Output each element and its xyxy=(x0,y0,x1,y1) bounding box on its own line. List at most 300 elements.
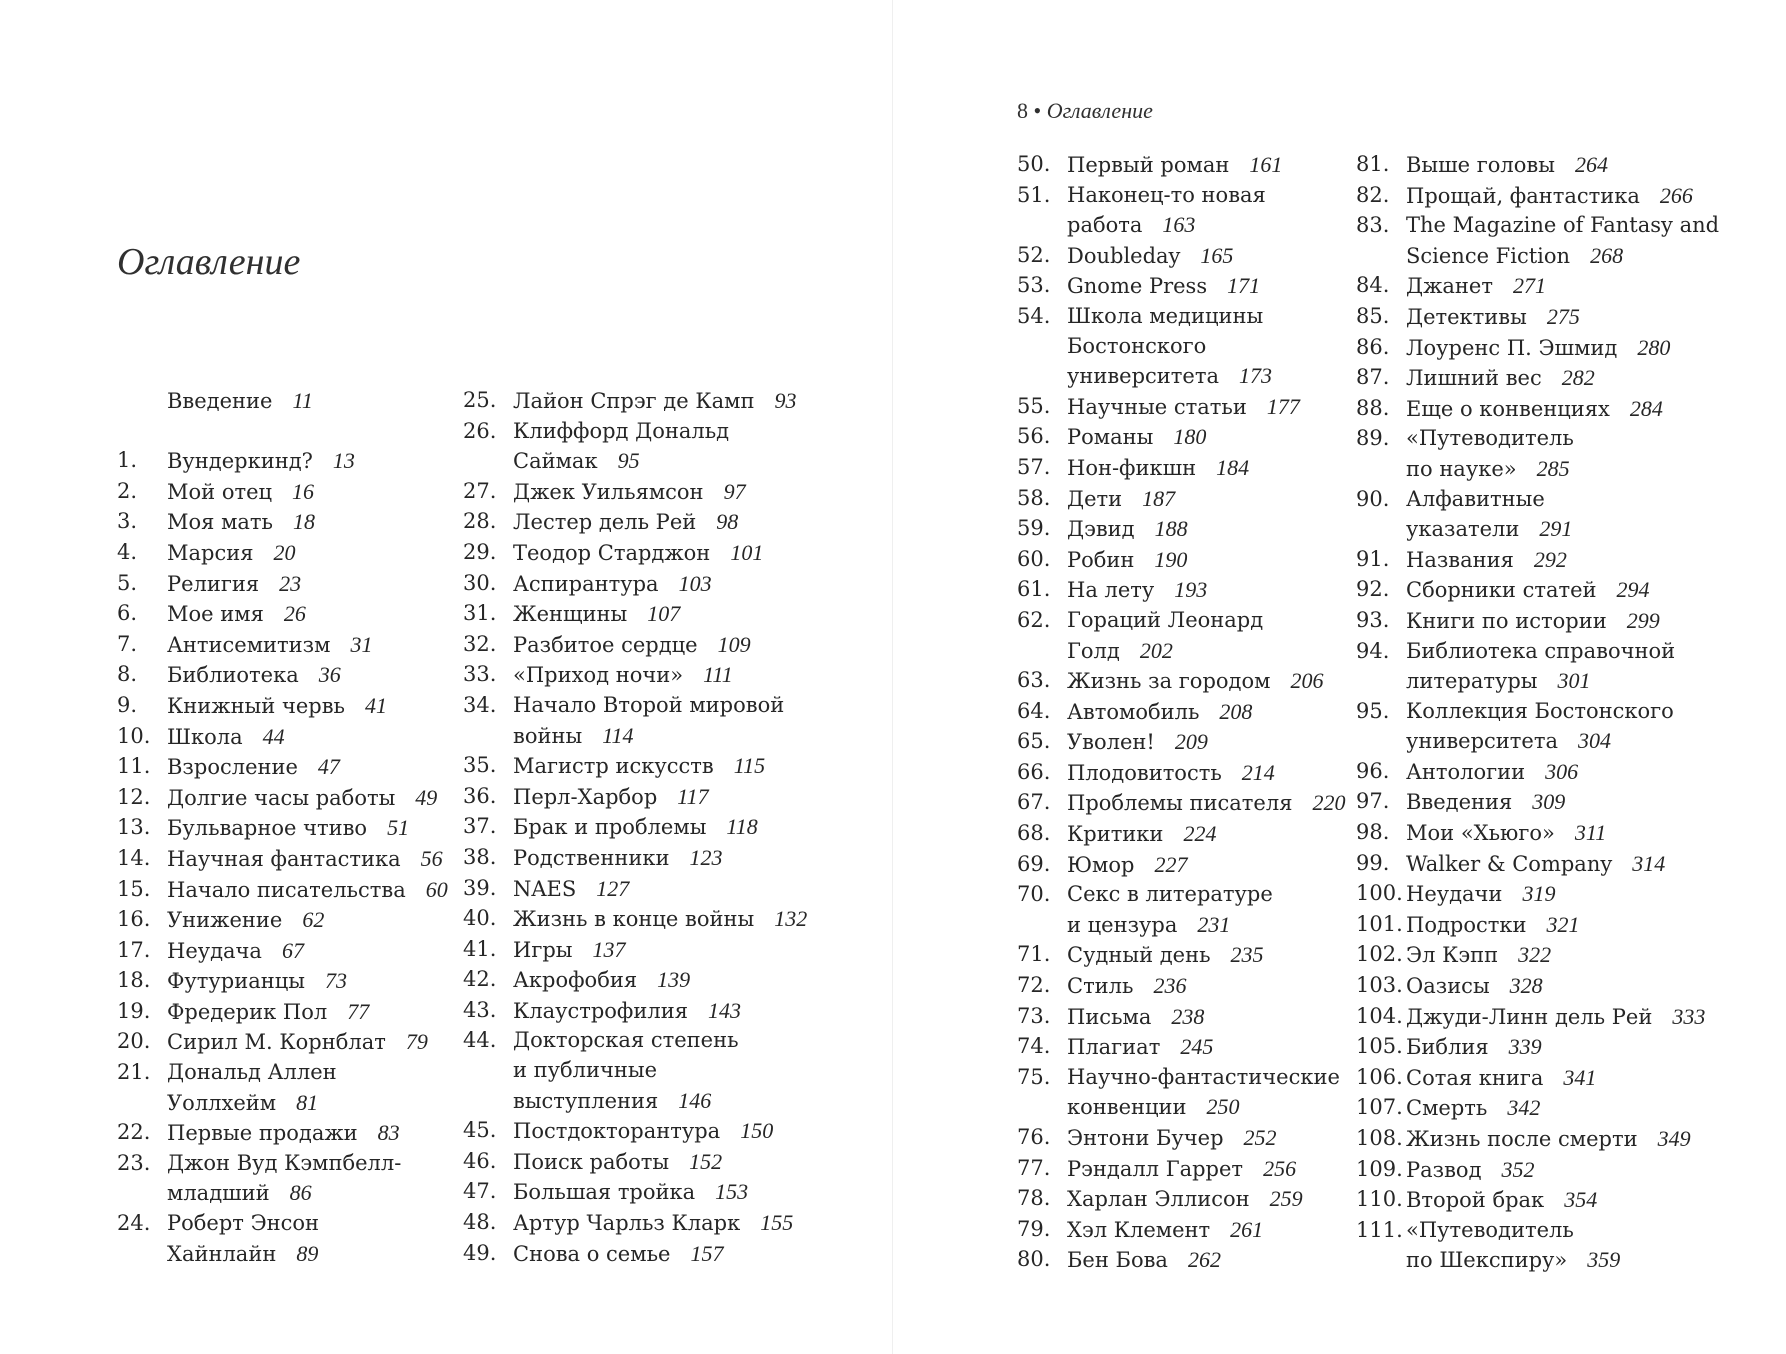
toc-entry[interactable] xyxy=(1017,880,1345,940)
toc-entry[interactable] xyxy=(1356,1063,1719,1094)
toc-entry[interactable] xyxy=(1017,727,1345,758)
toc-entry-page: 114 xyxy=(602,722,634,748)
toc-entry[interactable] xyxy=(1356,211,1719,271)
toc-entry-title xyxy=(1067,514,1188,545)
toc-entry-title xyxy=(167,1118,400,1149)
toc-entry-number: 108. xyxy=(1356,1126,1403,1150)
toc-entry[interactable] xyxy=(1017,453,1345,484)
toc-entry-number: 35. xyxy=(463,753,497,778)
toc-entry-title-line: Хайнлайн xyxy=(167,1241,277,1266)
toc-entry[interactable] xyxy=(463,599,807,630)
toc-entry-page: 250 xyxy=(1206,1094,1240,1120)
toc-entry-title-line: Игры xyxy=(513,937,573,962)
toc-entry[interactable] xyxy=(463,935,807,966)
toc-entry-number: 30. xyxy=(463,570,497,595)
toc-entry-title-line: Начало Второй мировой xyxy=(513,692,785,717)
toc-entry[interactable] xyxy=(1017,1063,1345,1123)
toc-entry[interactable] xyxy=(463,1147,807,1178)
toc-entry-page: 49 xyxy=(415,784,438,810)
toc-entry[interactable] xyxy=(117,1209,448,1269)
toc-entry[interactable] xyxy=(463,1116,807,1147)
toc-entry-title-line: Большая тройка xyxy=(513,1180,696,1205)
toc-entry-title-line: Мой отец xyxy=(167,479,273,504)
toc-entry-page: 41 xyxy=(364,692,387,718)
toc-entry-page: 209 xyxy=(1174,729,1208,755)
toc-entry-title-line: Введение xyxy=(167,389,273,413)
toc-entry-title-line: конвенции xyxy=(1067,1095,1187,1120)
toc-entry[interactable] xyxy=(117,1149,448,1209)
toc-entry-number: 85. xyxy=(1356,303,1390,328)
toc-entry[interactable] xyxy=(1017,271,1345,302)
toc-entry-title xyxy=(1406,150,1608,181)
toc-entry[interactable] xyxy=(117,1027,448,1058)
toc-entry[interactable] xyxy=(1017,575,1345,606)
toc-entry-title-line: Аспирантура xyxy=(513,571,659,596)
toc-entry-page: 238 xyxy=(1171,1003,1205,1029)
toc-entry-number: 110. xyxy=(1356,1187,1403,1212)
toc-entry-title-line: Начало писательства xyxy=(167,877,406,902)
toc-entry-page: 132 xyxy=(774,906,808,932)
toc-entry-title-line: Библиотека справочной xyxy=(1406,638,1676,663)
toc-entry-page: 77 xyxy=(347,998,370,1024)
toc-entry-page: 187 xyxy=(1142,485,1176,511)
toc-entry-title-line: Научно-фантастические xyxy=(1067,1064,1340,1089)
toc-entry-title xyxy=(1406,545,1567,576)
toc-entry-title xyxy=(1406,1002,1705,1033)
toc-entry[interactable] xyxy=(117,1058,448,1118)
toc-entry[interactable] xyxy=(1017,940,1345,971)
toc-entry-title xyxy=(1406,363,1595,394)
toc-entry-number: 56. xyxy=(1017,424,1051,449)
toc-entry[interactable] xyxy=(1017,484,1345,515)
toc-entry[interactable] xyxy=(1356,424,1719,484)
toc-entry-title-line: Стиль xyxy=(1067,974,1134,999)
toc-entry-title-line: по науке» xyxy=(1406,456,1517,481)
toc-entry-number: 72. xyxy=(1017,973,1051,998)
toc-entry[interactable] xyxy=(1356,363,1719,394)
toc-entry-number: 104. xyxy=(1356,1003,1403,1028)
toc-entry-page: 101 xyxy=(730,539,764,565)
toc-entry[interactable] xyxy=(1017,422,1345,453)
toc-entry-page: 328 xyxy=(1509,973,1543,999)
toc-entry-title-line: Лестер дель Рей xyxy=(513,510,697,535)
toc-entry-title xyxy=(167,966,347,997)
toc-entry-number: 26. xyxy=(463,418,497,443)
toc-entry[interactable] xyxy=(1017,302,1345,392)
toc-entry[interactable] xyxy=(1017,1123,1345,1154)
toc-entry[interactable] xyxy=(1017,819,1345,850)
toc-entry[interactable] xyxy=(1356,940,1719,971)
toc-entry-title xyxy=(1406,1063,1596,1094)
toc-entry[interactable] xyxy=(463,538,807,569)
toc-entry[interactable] xyxy=(463,874,807,905)
toc-entry[interactable] xyxy=(1017,1002,1345,1033)
toc-entry-page: 301 xyxy=(1557,668,1591,694)
toc-entry-number: 74. xyxy=(1017,1034,1051,1059)
toc-entry[interactable] xyxy=(463,751,807,782)
toc-entry-title xyxy=(1067,606,1263,666)
toc-entry-title-line: Книжный червь xyxy=(167,693,345,718)
toc-entry[interactable] xyxy=(117,844,448,875)
toc-entry-title xyxy=(1406,1032,1542,1063)
toc-entry-title-line: Первый роман xyxy=(1067,153,1230,177)
toc-entry[interactable] xyxy=(117,875,448,906)
toc-entry-number: 54. xyxy=(1017,303,1051,328)
toc-entry-title xyxy=(1067,545,1187,576)
toc-entry-page: 18 xyxy=(292,509,315,535)
toc-entry-number: 71. xyxy=(1017,942,1051,967)
toc-entry-title xyxy=(1406,637,1675,697)
toc-entry[interactable] xyxy=(1017,392,1345,423)
toc-entry[interactable] xyxy=(1017,971,1345,1002)
toc-entry-title xyxy=(1067,453,1249,484)
toc-entry-title xyxy=(1067,758,1275,789)
toc-entry[interactable] xyxy=(117,783,448,814)
toc-entry[interactable] xyxy=(1017,1245,1345,1276)
toc-entry-page: 264 xyxy=(1574,152,1608,177)
toc-entry[interactable] xyxy=(1356,849,1719,880)
toc-entry-number: 47. xyxy=(463,1179,497,1204)
toc-entry-title-line: Акрофобия xyxy=(513,968,638,993)
toc-entry-title-line: Лишний вес xyxy=(1406,366,1542,391)
toc-entry-title-line: Дональд Аллен xyxy=(167,1060,337,1085)
toc-entry-title-line: Энтони Бучер xyxy=(1067,1126,1224,1150)
page-title: Оглавление xyxy=(117,241,301,283)
toc-entry-title-line: Антологии xyxy=(1406,759,1526,784)
toc-entry[interactable] xyxy=(463,904,807,935)
toc-entry-page: 155 xyxy=(760,1210,794,1236)
toc-entry[interactable] xyxy=(117,446,448,477)
toc-entry-title xyxy=(513,751,765,782)
toc-entry-title-line: Школа медицины xyxy=(1067,303,1264,328)
toc-entry-title xyxy=(1067,819,1216,850)
toc-entry-title-line: Наконец-то новая xyxy=(1067,182,1266,207)
toc-entry[interactable] xyxy=(117,752,448,783)
toc-entry-number: 27. xyxy=(463,478,497,503)
toc-entry-number: 25. xyxy=(463,388,497,412)
toc-entry[interactable] xyxy=(463,507,807,538)
toc-entry-title xyxy=(513,1177,748,1208)
toc-entry-page: 202 xyxy=(1139,637,1173,663)
toc-entry[interactable] xyxy=(463,660,807,691)
toc-entry-number: 40. xyxy=(463,906,497,931)
toc-entry-title-line: Смерть xyxy=(1406,1096,1488,1121)
toc-entry[interactable] xyxy=(117,722,448,753)
toc-entry-number: 84. xyxy=(1356,273,1390,298)
toc-entry-number: 17. xyxy=(117,937,151,962)
toc-entry[interactable] xyxy=(463,1177,807,1208)
toc-entry-title xyxy=(1067,788,1345,819)
toc-entry[interactable] xyxy=(1356,910,1719,941)
toc-entry[interactable] xyxy=(117,691,448,722)
toc-entry-title-line: The Magazine of Fantasy and xyxy=(1406,213,1720,238)
toc-entry-number: 82. xyxy=(1356,182,1390,207)
toc-entry-number: 77. xyxy=(1017,1155,1051,1180)
toc-entry-title xyxy=(1067,727,1208,758)
toc-entry[interactable] xyxy=(117,905,448,936)
toc-entry-title xyxy=(1406,757,1578,788)
toc-entry-number: 91. xyxy=(1356,546,1390,571)
toc-entry-number: 96. xyxy=(1356,758,1390,783)
running-head-separator: • xyxy=(1033,98,1042,123)
toc-entry-title xyxy=(1406,1216,1620,1276)
toc-entry-number: 46. xyxy=(463,1148,497,1173)
toc-entry-title xyxy=(167,599,306,630)
toc-entry[interactable] xyxy=(1356,606,1719,637)
toc-entry-title-line: университета xyxy=(1067,364,1219,389)
toc-entry-title-line: Марсия xyxy=(167,540,254,565)
toc-entry-title xyxy=(1067,1184,1303,1215)
toc-entry[interactable] xyxy=(463,812,807,843)
toc-entry-number: 107. xyxy=(1356,1095,1403,1120)
toc-entry[interactable] xyxy=(1356,545,1719,576)
toc-entry-title-line: Письма xyxy=(1067,1004,1152,1029)
toc-entry[interactable] xyxy=(1356,637,1719,697)
toc-entry-title-line: Артур Чарльз Кларк xyxy=(513,1211,741,1236)
toc-entry[interactable] xyxy=(117,386,448,417)
toc-entry-page: 98 xyxy=(716,509,739,535)
toc-entry[interactable] xyxy=(1017,850,1345,881)
toc-entry[interactable] xyxy=(1356,1093,1719,1124)
toc-entry-number: 101. xyxy=(1356,911,1403,936)
toc-entry-title-line: Взросление xyxy=(167,755,298,780)
toc-entry[interactable] xyxy=(117,569,448,600)
toc-entry-number: 49. xyxy=(463,1240,497,1265)
toc-entry[interactable] xyxy=(1356,150,1719,181)
toc-entry-page: 304 xyxy=(1577,728,1611,754)
toc-entry-title xyxy=(513,904,807,935)
toc-entry-title-line: и публичные xyxy=(513,1058,658,1083)
toc-entry-title xyxy=(1406,271,1546,302)
toc-entry-title xyxy=(1406,211,1719,271)
toc-entry[interactable] xyxy=(1356,1155,1719,1186)
toc-entry-title xyxy=(1406,424,1574,484)
toc-entry[interactable] xyxy=(1356,1216,1719,1276)
toc-entry-title xyxy=(1067,181,1266,241)
toc-entry[interactable] xyxy=(1017,1184,1345,1215)
toc-entry-number: 38. xyxy=(463,844,497,869)
toc-entry[interactable] xyxy=(117,997,448,1028)
toc-entry-title xyxy=(167,386,313,417)
toc-entry-title-line: Родственники xyxy=(513,845,670,870)
toc-entry-title-line: Детективы xyxy=(1406,304,1527,329)
toc-entry[interactable] xyxy=(1356,1002,1719,1033)
toc-entry-title xyxy=(167,507,315,538)
toc-entry[interactable] xyxy=(463,1026,807,1116)
toc-entry-page: 165 xyxy=(1200,242,1234,268)
toc-entry[interactable] xyxy=(463,1239,807,1270)
toc-entry-title-line: Названия xyxy=(1406,547,1514,572)
toc-entry[interactable] xyxy=(117,507,448,538)
toc-entry[interactable] xyxy=(1356,879,1719,910)
toc-entry-page: 190 xyxy=(1154,546,1188,572)
toc-entry[interactable] xyxy=(1356,697,1719,757)
toc-entry[interactable] xyxy=(463,843,807,874)
toc-entry-number: 64. xyxy=(1017,698,1051,723)
toc-entry[interactable] xyxy=(463,569,807,600)
toc-entry[interactable] xyxy=(1017,545,1345,576)
toc-entry-page: 161 xyxy=(1249,152,1283,177)
toc-entry-title-line: Джанет xyxy=(1406,274,1493,299)
toc-entry[interactable] xyxy=(1356,485,1719,545)
toc-entry-title-line: Алфавитные xyxy=(1406,486,1545,511)
toc-entry-title xyxy=(513,1208,793,1239)
toc-entry-title xyxy=(1406,849,1665,880)
toc-entry-number: 2. xyxy=(117,478,138,503)
toc-entry[interactable] xyxy=(1356,787,1719,818)
toc-entry[interactable] xyxy=(1017,697,1345,728)
toc-entry[interactable] xyxy=(1017,1215,1345,1246)
toc-entry-number: 6. xyxy=(117,601,138,626)
toc-entry-title xyxy=(167,1209,319,1269)
toc-entry[interactable] xyxy=(1356,271,1719,302)
toc-entry-title-line: Бен Бова xyxy=(1067,1248,1168,1273)
toc-entry[interactable] xyxy=(1017,241,1345,272)
toc-entry-title xyxy=(1067,392,1300,423)
toc-entry[interactable] xyxy=(1017,150,1345,181)
toc-entry-title-line: Поиск работы xyxy=(513,1149,670,1174)
toc-entry[interactable] xyxy=(1356,1032,1719,1063)
toc-entry[interactable] xyxy=(463,691,807,751)
toc-entry-page: 171 xyxy=(1227,273,1261,299)
toc-entry-number: 11. xyxy=(117,754,151,779)
toc-entry[interactable] xyxy=(1017,1032,1345,1063)
toc-entry[interactable] xyxy=(463,1208,807,1239)
toc-entry[interactable] xyxy=(1356,394,1719,425)
toc-entry-title xyxy=(513,1239,723,1270)
toc-entry-title-line: Докторская степень xyxy=(513,1028,739,1053)
page-gutter xyxy=(892,0,893,1354)
toc-entry[interactable] xyxy=(1356,333,1719,364)
toc-entry-page: 262 xyxy=(1187,1247,1221,1273)
toc-entry-title xyxy=(1067,971,1186,1002)
toc-entry[interactable] xyxy=(117,630,448,661)
toc-entry[interactable] xyxy=(117,538,448,569)
toc-entry-title-line: Gnome Press xyxy=(1067,274,1208,299)
toc-entry-page: 259 xyxy=(1269,1186,1303,1212)
toc-entry[interactable] xyxy=(463,386,807,417)
toc-entry-page: 103 xyxy=(678,570,712,596)
toc-entry[interactable] xyxy=(1356,971,1719,1002)
toc-entry-title xyxy=(513,599,680,630)
toc-entry[interactable] xyxy=(1356,818,1719,849)
toc-entry-page: 184 xyxy=(1216,454,1250,480)
toc-entry[interactable] xyxy=(1356,302,1719,333)
toc-entry-title-line: указатели xyxy=(1406,517,1520,542)
toc-entry-page: 89 xyxy=(296,1240,319,1266)
toc-entry-page: 115 xyxy=(733,753,766,779)
toc-entry-number: 94. xyxy=(1356,638,1390,663)
toc-entry[interactable] xyxy=(117,966,448,997)
toc-entry-page: 177 xyxy=(1266,393,1300,419)
toc-entry[interactable] xyxy=(463,965,807,996)
toc-entry-number: 39. xyxy=(463,875,497,900)
toc-entry-page: 73 xyxy=(324,968,347,994)
toc-entry[interactable] xyxy=(117,477,448,508)
toc-entry-page: 118 xyxy=(726,814,758,840)
toc-entry[interactable] xyxy=(117,936,448,967)
toc-entry-title-line: Книги по истории xyxy=(1406,608,1607,633)
toc-entry-page: 152 xyxy=(689,1148,723,1174)
toc-entry-number: 15. xyxy=(117,876,151,901)
toc-entry-page: 245 xyxy=(1180,1034,1214,1060)
toc-entry[interactable] xyxy=(1017,1154,1345,1185)
toc-entry[interactable] xyxy=(117,660,448,691)
toc-entry[interactable] xyxy=(463,630,807,661)
toc-entry-page: 188 xyxy=(1154,516,1188,542)
toc-entry-title-line: Оазисы xyxy=(1406,974,1490,999)
toc-entry[interactable] xyxy=(1356,1185,1719,1216)
toc-entry[interactable] xyxy=(117,813,448,844)
toc-entry[interactable] xyxy=(1017,788,1345,819)
toc-entry[interactable] xyxy=(1017,514,1345,545)
toc-entry-title-line: «Приход ночи» xyxy=(513,663,684,688)
toc-entry-page: 354 xyxy=(1564,1187,1598,1213)
toc-entry[interactable] xyxy=(463,996,807,1027)
toc-entry-title-line: Женщины xyxy=(513,602,628,627)
toc-entry-title-line: Жизнь после смерти xyxy=(1406,1127,1638,1151)
toc-entry[interactable] xyxy=(463,782,807,813)
toc-entry[interactable] xyxy=(1356,1124,1719,1155)
toc-entry-title xyxy=(513,996,741,1027)
toc-entry-page: 67 xyxy=(281,937,304,963)
toc-entry-page: 44 xyxy=(262,723,285,749)
toc-entry-page: 11 xyxy=(292,388,313,413)
toc-entry[interactable] xyxy=(117,1118,448,1149)
toc-entry-page: 284 xyxy=(1629,395,1663,421)
toc-entry-page: 150 xyxy=(740,1118,774,1144)
toc-entry-title-line: Плодовитость xyxy=(1067,760,1222,785)
toc-entry-title xyxy=(1067,150,1282,181)
toc-entry[interactable] xyxy=(463,417,807,477)
toc-entry-page: 282 xyxy=(1561,365,1595,391)
toc-entry-title-line: Бульварное чтиво xyxy=(167,816,368,841)
toc-entry-title-line: Школа xyxy=(167,724,243,749)
toc-entry-number: 81. xyxy=(1356,152,1390,176)
toc-entry-title-line: NAES xyxy=(513,876,577,901)
toc-entry-title xyxy=(167,722,285,753)
toc-entry-number: 83. xyxy=(1356,213,1390,238)
toc-entry[interactable] xyxy=(1017,666,1345,697)
toc-entry-page: 341 xyxy=(1563,1064,1597,1090)
toc-entry-page: 322 xyxy=(1518,942,1552,968)
toc-entry-title xyxy=(1406,302,1580,333)
toc-entry-title xyxy=(1406,1124,1691,1155)
toc-entry[interactable] xyxy=(1356,181,1719,212)
toc-entry-title-line: Снова о семье xyxy=(513,1241,671,1266)
toc-entry[interactable] xyxy=(1356,757,1719,788)
toc-entry-page: 93 xyxy=(774,388,797,413)
toc-entry[interactable] xyxy=(1356,575,1719,606)
toc-entry-page: 127 xyxy=(596,875,630,901)
toc-entry[interactable] xyxy=(1017,181,1345,241)
toc-entry[interactable] xyxy=(1017,758,1345,789)
toc-entry-title-line: Секс в литературе xyxy=(1067,882,1273,907)
toc-entry[interactable] xyxy=(463,477,807,508)
toc-entry-title-line: Проблемы писателя xyxy=(1067,791,1293,816)
toc-column-3 xyxy=(1017,150,1345,1276)
toc-entry-title xyxy=(167,691,387,722)
toc-entry-page: 193 xyxy=(1174,577,1208,603)
toc-entry[interactable] xyxy=(1017,606,1345,666)
toc-entry-number: 75. xyxy=(1017,1064,1051,1089)
toc-entry-title-line: Критики xyxy=(1067,822,1164,847)
toc-entry-title-line: Моя мать xyxy=(167,510,273,535)
toc-entry-title-line: Уоллхейм xyxy=(167,1090,277,1115)
toc-entry-title xyxy=(513,660,733,691)
toc-entry[interactable] xyxy=(117,599,448,630)
toc-entry-page: 224 xyxy=(1183,821,1217,847)
